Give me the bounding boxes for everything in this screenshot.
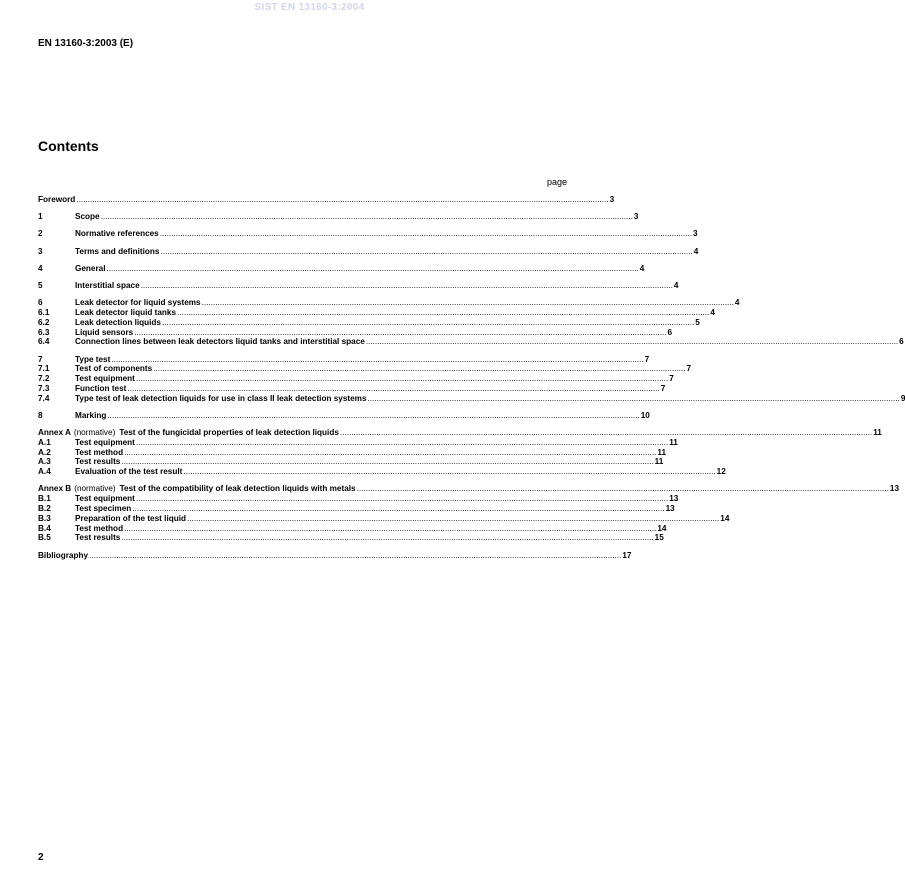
toc-entry-number: 7.4	[38, 393, 50, 403]
toc-entry-title: Test method	[75, 447, 124, 457]
dot-leader	[76, 195, 608, 205]
toc-entry-number: 5	[38, 280, 43, 290]
toc-entry[interactable]	[38, 307, 715, 318]
toc-entry-title: Bibliography	[38, 550, 89, 560]
toc-entry[interactable]	[38, 533, 664, 543]
toc-entry-number: 6.2	[38, 317, 50, 327]
toc-entry[interactable]	[38, 298, 740, 308]
toc-entry-page: 4	[710, 307, 715, 317]
toc-group	[38, 410, 650, 421]
toc-entry-number: 6.1	[38, 307, 50, 317]
toc-group	[38, 428, 882, 477]
toc-entry-page: 11	[654, 457, 664, 467]
toc-group	[38, 229, 698, 239]
toc-entry-number: A.2	[38, 447, 51, 457]
toc-entry-number: 6	[38, 298, 43, 308]
toc-entry-number: 1	[38, 212, 43, 222]
toc-entry-page: 4	[673, 280, 679, 290]
toc-entry-title: Test of components	[75, 364, 153, 374]
dot-leader	[136, 494, 668, 504]
toc-entry-number: B.1	[38, 494, 51, 504]
toc-group	[38, 550, 632, 561]
dot-leader	[121, 457, 653, 467]
toc-entry-number: 3	[38, 246, 43, 256]
toc-entry-number: 7	[38, 354, 43, 364]
toc-entry[interactable]	[38, 523, 667, 534]
toc-group	[38, 246, 699, 257]
toc-entry-number: A.3	[38, 457, 51, 467]
dot-leader	[121, 533, 653, 543]
toc-entry[interactable]	[38, 364, 692, 374]
toc-entry[interactable]	[38, 327, 673, 338]
toc-entry-number: B.4	[38, 523, 51, 533]
toc-entry-title: Test equipment	[75, 437, 135, 447]
toc-entry-title: Test results	[75, 533, 121, 543]
dot-leader	[136, 374, 668, 384]
toc-entry-title: Terms and definitions	[75, 246, 160, 256]
toc-group	[38, 298, 904, 347]
toc-group	[38, 195, 615, 205]
dot-leader	[183, 467, 715, 477]
toc-entry-page: 11	[669, 437, 678, 447]
toc-entry-page: 12	[716, 467, 726, 477]
toc-entry-page: 17	[622, 550, 632, 560]
toc-entry-title: Marking	[75, 410, 107, 420]
dot-leader	[101, 212, 633, 222]
dot-leader	[160, 229, 692, 239]
toc-entry-page: 13	[889, 484, 899, 494]
dot-leader	[162, 318, 694, 328]
toc-entry-page: 4	[693, 246, 699, 256]
toc-entry[interactable]	[38, 393, 905, 404]
dot-leader	[136, 438, 668, 448]
dot-leader	[340, 428, 872, 438]
toc-entry-page: 3	[633, 212, 639, 222]
dot-leader	[153, 364, 685, 374]
toc-group	[38, 212, 639, 222]
dot-leader	[89, 551, 621, 561]
dot-leader	[366, 337, 898, 347]
dot-leader	[111, 355, 643, 365]
toc-entry-number: 6.4	[38, 337, 50, 347]
toc-entry-page: 7	[686, 364, 692, 374]
toc-entry[interactable]	[38, 437, 678, 448]
dot-leader	[124, 524, 656, 534]
toc-entry-number: 7.3	[38, 383, 50, 393]
toc-entry-number: 6.3	[38, 327, 50, 337]
toc-entry-number: B.3	[38, 513, 51, 523]
toc-entry-page: 14	[657, 523, 667, 533]
toc-entry-title: Test equipment	[75, 374, 135, 384]
toc-entry-title: Normative references	[75, 229, 159, 239]
toc-entry-page: 11	[873, 428, 882, 438]
toc-entry-title: Test method	[75, 523, 124, 533]
toc-entry[interactable]	[38, 484, 899, 494]
toc-entry-title: Leak detector for liquid systems	[75, 298, 201, 308]
toc-entry-page: 7	[644, 354, 650, 364]
toc-entry-title: Foreword	[38, 195, 76, 204]
toc-entry-title: Test of the compatibility of leak detection liquids with metals	[119, 484, 356, 494]
toc-entry-title: Preparation of the test liquid	[75, 513, 186, 523]
toc-entry-title: General	[75, 263, 106, 273]
dot-leader	[141, 281, 673, 291]
toc-group	[38, 280, 679, 291]
dot-leader	[107, 411, 639, 421]
dot-leader	[160, 247, 692, 257]
toc-entry-number: 2	[38, 229, 43, 239]
toc-entry[interactable]	[38, 410, 650, 421]
toc-entry[interactable]	[38, 504, 675, 514]
toc-entry-title: Test of the fungicidal properties of leak detection liquids	[119, 428, 339, 438]
toc-entry-title: Type test of leak detection liquids for use in class II leak detection systems	[75, 393, 367, 403]
toc-entry-page: 3	[609, 195, 615, 204]
toc-entry[interactable]	[38, 374, 674, 384]
toc-entry[interactable]	[38, 354, 650, 365]
toc-entry-title: Evaluation of the test result	[75, 467, 183, 477]
toc-group	[38, 354, 905, 404]
dot-leader	[132, 504, 664, 514]
toc-entry-number: A.1	[38, 437, 51, 447]
toc-entry[interactable]	[38, 229, 698, 239]
toc-entry-page: 4	[734, 298, 740, 308]
toc-entry-page: 10	[640, 410, 650, 420]
toc-entry[interactable]	[38, 195, 615, 205]
toc-entry-number: 4	[38, 263, 43, 273]
toc-entry[interactable]	[38, 212, 639, 222]
dot-leader	[177, 308, 709, 318]
dot-leader	[368, 394, 900, 404]
toc-entry-page: 3	[693, 229, 698, 239]
contents-heading: Contents	[38, 138, 99, 154]
toc-entry[interactable]	[38, 457, 664, 467]
toc-group	[38, 263, 645, 274]
toc-entry-title: Liquid sensors	[75, 327, 134, 337]
dot-leader	[187, 514, 719, 524]
toc-entry-number: 8	[38, 410, 43, 420]
toc-entry-number: 7.2	[38, 374, 50, 384]
dot-leader	[124, 448, 656, 458]
page-number: 2	[38, 852, 44, 863]
annex-normative-tag: (normative)	[73, 428, 116, 438]
toc-entry-title: Function test	[75, 383, 127, 393]
toc-entry-title: Leak detection liquids	[75, 317, 161, 327]
annex-label: Annex B	[38, 484, 72, 494]
toc-entry[interactable]	[38, 447, 667, 458]
toc-entry-page: 7	[669, 374, 674, 384]
toc-entry-title: Scope	[75, 212, 100, 222]
toc-entry-title: Test equipment	[75, 494, 135, 504]
toc-entry[interactable]	[38, 513, 730, 524]
watermark-text: SIST EN 13160-3:2004	[254, 2, 365, 13]
toc-entry-page: 5	[695, 317, 700, 327]
toc-entry-page: 11	[657, 447, 667, 457]
toc-entry-title: Type test	[75, 354, 111, 364]
toc-entry-page: 14	[720, 513, 730, 523]
toc-entry-page: 6	[899, 337, 904, 347]
toc-entry-page: 9	[900, 393, 905, 403]
page-column-label: page	[546, 177, 567, 187]
toc-entry-number: B.5	[38, 533, 51, 543]
toc-entry[interactable]	[38, 246, 699, 257]
dot-leader	[107, 264, 639, 274]
dot-leader	[357, 484, 889, 494]
toc-entry[interactable]	[38, 263, 645, 274]
toc-entry-number: 7.1	[38, 364, 50, 374]
table-of-contents	[38, 195, 905, 568]
toc-entry[interactable]	[38, 317, 700, 328]
toc-entry-page: 7	[660, 383, 666, 393]
toc-entry[interactable]	[38, 383, 666, 394]
toc-entry[interactable]	[38, 428, 882, 438]
toc-entry-title: Test results	[75, 457, 121, 467]
toc-entry[interactable]	[38, 337, 904, 347]
toc-entry-title: Connection lines between leak detectors liquid tanks and interstitial space	[75, 337, 365, 347]
toc-entry-title: Leak detector liquid tanks	[75, 307, 177, 317]
toc-entry[interactable]	[38, 467, 726, 477]
toc-entry-page: 15	[654, 533, 664, 543]
toc-entry-page: 6	[667, 327, 673, 337]
dot-leader	[127, 384, 659, 394]
toc-group	[38, 484, 899, 543]
toc-entry-title: Test specimen	[75, 504, 132, 514]
dot-leader	[202, 298, 734, 308]
dot-leader	[134, 328, 666, 338]
toc-entry[interactable]	[38, 494, 679, 504]
toc-entry-number: B.2	[38, 504, 51, 514]
toc-entry[interactable]	[38, 550, 632, 561]
document-id: EN 13160-3:2003 (E)	[38, 38, 134, 49]
toc-entry[interactable]	[38, 280, 679, 291]
toc-entry-page: 4	[639, 263, 645, 273]
annex-normative-tag: (normative)	[74, 484, 116, 494]
annex-label: Annex A	[38, 428, 71, 438]
toc-entry-number: A.4	[38, 467, 51, 477]
toc-entry-title: Interstitial space	[75, 280, 140, 290]
toc-entry-page: 13	[665, 504, 675, 514]
toc-entry-page: 13	[669, 494, 679, 504]
